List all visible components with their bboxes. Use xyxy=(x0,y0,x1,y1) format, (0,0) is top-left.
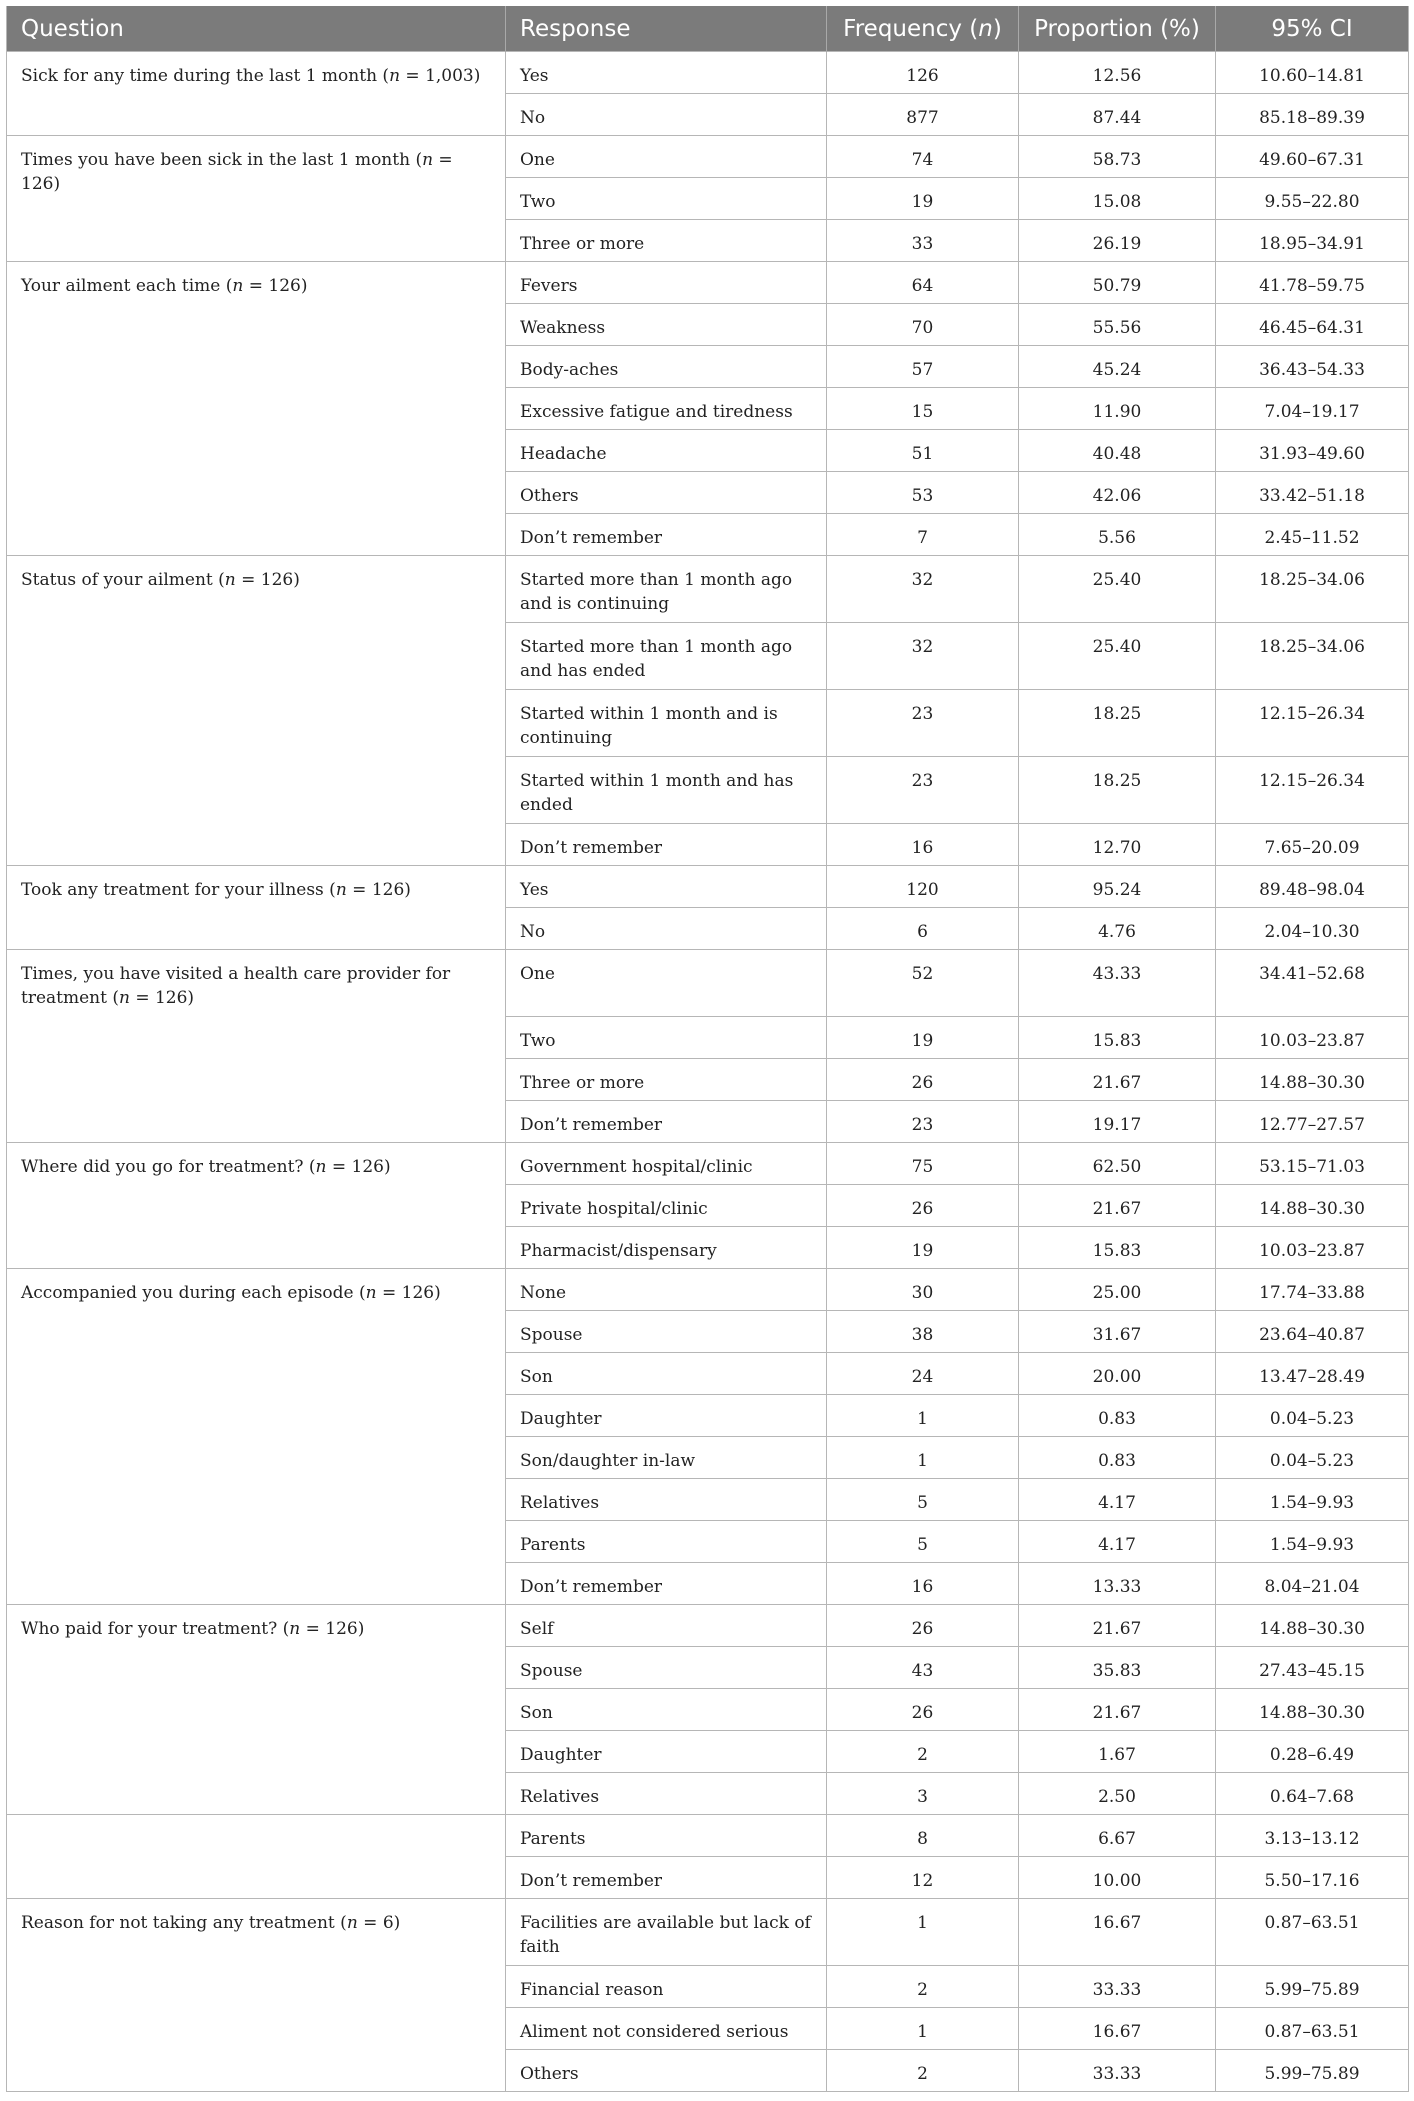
frequency-cell: 24 xyxy=(827,1353,1019,1395)
ci-cell: 53.15–71.03 xyxy=(1216,1143,1409,1185)
ci-cell: 5.99–75.89 xyxy=(1216,2050,1409,2092)
frequency-cell: 74 xyxy=(827,136,1019,178)
proportion-cell: 21.67 xyxy=(1019,1605,1216,1647)
response-cell: Started more than 1 month ago and is continuing xyxy=(506,556,827,623)
proportion-cell: 62.50 xyxy=(1019,1143,1216,1185)
response-cell: Headache xyxy=(506,430,827,472)
response-cell: Financial reason xyxy=(506,1966,827,2008)
proportion-cell: 18.25 xyxy=(1019,757,1216,824)
frequency-cell: 15 xyxy=(827,388,1019,430)
frequency-cell: 51 xyxy=(827,430,1019,472)
frequency-cell: 70 xyxy=(827,304,1019,346)
proportion-cell: 12.56 xyxy=(1019,52,1216,94)
ci-cell: 10.60–14.81 xyxy=(1216,52,1409,94)
response-cell: Body-aches xyxy=(506,346,827,388)
proportion-cell: 10.00 xyxy=(1019,1857,1216,1899)
ci-cell: 0.04–5.23 xyxy=(1216,1395,1409,1437)
response-cell: No xyxy=(506,908,827,950)
header-row xyxy=(7,6,1409,52)
question-cell: Status of your ailment (n = 126) xyxy=(7,556,506,866)
question-cell: Took any treatment for your illness (n = 126) xyxy=(7,866,506,950)
question-cell: Where did you go for treatment? (n = 126) xyxy=(7,1143,506,1269)
response-cell: Weakness xyxy=(506,304,827,346)
proportion-cell: 16.67 xyxy=(1019,2008,1216,2050)
ci-cell: 10.03–23.87 xyxy=(1216,1017,1409,1059)
header-question: Question xyxy=(7,6,506,52)
ci-cell: 14.88–30.30 xyxy=(1216,1605,1409,1647)
ci-cell: 18.95–34.91 xyxy=(1216,220,1409,262)
proportion-cell: 5.56 xyxy=(1019,514,1216,556)
proportion-cell: 31.67 xyxy=(1019,1311,1216,1353)
question-cell: Times, you have visited a health care provider for treatment (n = 126) xyxy=(7,950,506,1143)
table-row xyxy=(7,1605,1409,1647)
frequency-cell: 2 xyxy=(827,2050,1019,2092)
table-row xyxy=(7,1815,1409,1857)
proportion-cell: 15.08 xyxy=(1019,178,1216,220)
ci-cell: 5.99–75.89 xyxy=(1216,1966,1409,2008)
ci-cell: 2.45–11.52 xyxy=(1216,514,1409,556)
proportion-cell: 0.83 xyxy=(1019,1395,1216,1437)
response-cell: Facilities are available but lack of faith xyxy=(506,1899,827,1966)
proportion-cell: 2.50 xyxy=(1019,1773,1216,1815)
frequency-cell: 32 xyxy=(827,556,1019,623)
frequency-cell: 5 xyxy=(827,1479,1019,1521)
ci-cell: 7.04–19.17 xyxy=(1216,388,1409,430)
proportion-cell: 33.33 xyxy=(1019,2050,1216,2092)
frequency-cell: 2 xyxy=(827,1966,1019,2008)
response-cell: Relatives xyxy=(506,1773,827,1815)
header-response: Response xyxy=(506,6,827,52)
ci-cell: 5.50–17.16 xyxy=(1216,1857,1409,1899)
frequency-cell: 16 xyxy=(827,1563,1019,1605)
frequency-cell: 19 xyxy=(827,1017,1019,1059)
response-cell: Excessive fatigue and tiredness xyxy=(506,388,827,430)
proportion-cell: 26.19 xyxy=(1019,220,1216,262)
proportion-cell: 19.17 xyxy=(1019,1101,1216,1143)
proportion-cell: 55.56 xyxy=(1019,304,1216,346)
response-cell: Daughter xyxy=(506,1395,827,1437)
response-cell: Son/daughter in-law xyxy=(506,1437,827,1479)
ci-cell: 0.87–63.51 xyxy=(1216,1899,1409,1966)
response-cell: Two xyxy=(506,178,827,220)
table-header xyxy=(7,6,1409,52)
response-cell: Started within 1 month and has ended xyxy=(506,757,827,824)
proportion-cell: 18.25 xyxy=(1019,690,1216,757)
question-cell: Times you have been sick in the last 1 month (n = 126) xyxy=(7,136,506,262)
proportion-cell: 11.90 xyxy=(1019,388,1216,430)
proportion-cell: 1.67 xyxy=(1019,1731,1216,1773)
frequency-cell: 26 xyxy=(827,1689,1019,1731)
response-cell: Private hospital/clinic xyxy=(506,1185,827,1227)
ci-cell: 0.64–7.68 xyxy=(1216,1773,1409,1815)
response-cell: Three or more xyxy=(506,220,827,262)
frequency-cell: 8 xyxy=(827,1815,1019,1857)
response-cell: Pharmacist/dispensary xyxy=(506,1227,827,1269)
frequency-cell: 126 xyxy=(827,52,1019,94)
frequency-cell: 1 xyxy=(827,1395,1019,1437)
proportion-cell: 20.00 xyxy=(1019,1353,1216,1395)
response-cell: One xyxy=(506,950,827,1017)
ci-cell: 49.60–67.31 xyxy=(1216,136,1409,178)
frequency-cell: 53 xyxy=(827,472,1019,514)
ci-cell: 14.88–30.30 xyxy=(1216,1059,1409,1101)
proportion-cell: 4.76 xyxy=(1019,908,1216,950)
frequency-cell: 23 xyxy=(827,690,1019,757)
proportion-cell: 21.67 xyxy=(1019,1059,1216,1101)
response-cell: Others xyxy=(506,472,827,514)
frequency-cell: 877 xyxy=(827,94,1019,136)
proportion-cell: 15.83 xyxy=(1019,1227,1216,1269)
proportion-cell: 0.83 xyxy=(1019,1437,1216,1479)
response-cell: Parents xyxy=(506,1521,827,1563)
ci-cell: 10.03–23.87 xyxy=(1216,1227,1409,1269)
ci-cell: 12.77–27.57 xyxy=(1216,1101,1409,1143)
proportion-cell: 13.33 xyxy=(1019,1563,1216,1605)
frequency-cell: 12 xyxy=(827,1857,1019,1899)
table-row xyxy=(7,556,1409,623)
proportion-cell: 33.33 xyxy=(1019,1966,1216,2008)
frequency-cell: 30 xyxy=(827,1269,1019,1311)
response-cell: None xyxy=(506,1269,827,1311)
proportion-cell: 21.67 xyxy=(1019,1185,1216,1227)
table-row xyxy=(7,1143,1409,1185)
response-cell: Don’t remember xyxy=(506,1563,827,1605)
ci-cell: 7.65–20.09 xyxy=(1216,824,1409,866)
question-cell xyxy=(7,1815,506,1899)
results-table xyxy=(6,6,1409,2092)
response-cell: Don’t remember xyxy=(506,1857,827,1899)
frequency-cell: 32 xyxy=(827,623,1019,690)
proportion-cell: 25.40 xyxy=(1019,623,1216,690)
ci-cell: 27.43–45.15 xyxy=(1216,1647,1409,1689)
frequency-cell: 26 xyxy=(827,1185,1019,1227)
response-cell: Fevers xyxy=(506,262,827,304)
ci-cell: 1.54–9.93 xyxy=(1216,1521,1409,1563)
ci-cell: 18.25–34.06 xyxy=(1216,623,1409,690)
response-cell: Started within 1 month and is continuing xyxy=(506,690,827,757)
frequency-cell: 75 xyxy=(827,1143,1019,1185)
ci-cell: 14.88–30.30 xyxy=(1216,1185,1409,1227)
response-cell: Spouse xyxy=(506,1311,827,1353)
ci-cell: 0.87–63.51 xyxy=(1216,2008,1409,2050)
frequency-cell: 19 xyxy=(827,1227,1019,1269)
ci-cell: 33.42–51.18 xyxy=(1216,472,1409,514)
ci-cell: 13.47–28.49 xyxy=(1216,1353,1409,1395)
response-cell: Son xyxy=(506,1689,827,1731)
response-cell: Government hospital/clinic xyxy=(506,1143,827,1185)
ci-cell: 9.55–22.80 xyxy=(1216,178,1409,220)
header-ci: 95% CI xyxy=(1216,6,1409,52)
proportion-cell: 12.70 xyxy=(1019,824,1216,866)
response-cell: Don’t remember xyxy=(506,1101,827,1143)
frequency-cell: 26 xyxy=(827,1059,1019,1101)
frequency-cell: 2 xyxy=(827,1731,1019,1773)
frequency-cell: 1 xyxy=(827,1437,1019,1479)
ci-cell: 3.13–13.12 xyxy=(1216,1815,1409,1857)
proportion-cell: 15.83 xyxy=(1019,1017,1216,1059)
frequency-cell: 16 xyxy=(827,824,1019,866)
header-proportion: Proportion (%) xyxy=(1019,6,1216,52)
ci-cell: 41.78–59.75 xyxy=(1216,262,1409,304)
frequency-cell: 120 xyxy=(827,866,1019,908)
proportion-cell: 42.06 xyxy=(1019,472,1216,514)
frequency-cell: 3 xyxy=(827,1773,1019,1815)
response-cell: One xyxy=(506,136,827,178)
response-cell: Yes xyxy=(506,52,827,94)
frequency-cell: 19 xyxy=(827,178,1019,220)
frequency-cell: 43 xyxy=(827,1647,1019,1689)
response-cell: Parents xyxy=(506,1815,827,1857)
response-cell: Daughter xyxy=(506,1731,827,1773)
proportion-cell: 4.17 xyxy=(1019,1479,1216,1521)
ci-cell: 46.45–64.31 xyxy=(1216,304,1409,346)
proportion-cell: 43.33 xyxy=(1019,950,1216,1017)
response-cell: Yes xyxy=(506,866,827,908)
frequency-cell: 1 xyxy=(827,1899,1019,1966)
question-cell: Accompanied you during each episode (n = 126) xyxy=(7,1269,506,1605)
response-cell: Others xyxy=(506,2050,827,2092)
ci-cell: 12.15–26.34 xyxy=(1216,690,1409,757)
ci-cell: 18.25–34.06 xyxy=(1216,556,1409,623)
proportion-cell: 87.44 xyxy=(1019,94,1216,136)
ci-cell: 8.04–21.04 xyxy=(1216,1563,1409,1605)
frequency-cell: 38 xyxy=(827,1311,1019,1353)
proportion-cell: 21.67 xyxy=(1019,1689,1216,1731)
proportion-cell: 4.17 xyxy=(1019,1521,1216,1563)
ci-cell: 1.54–9.93 xyxy=(1216,1479,1409,1521)
response-cell: Three or more xyxy=(506,1059,827,1101)
frequency-cell: 33 xyxy=(827,220,1019,262)
response-cell: Two xyxy=(506,1017,827,1059)
proportion-cell: 6.67 xyxy=(1019,1815,1216,1857)
response-cell: Spouse xyxy=(506,1647,827,1689)
results-table-container xyxy=(6,6,1408,2092)
question-cell: Your ailment each time (n = 126) xyxy=(7,262,506,556)
ci-cell: 14.88–30.30 xyxy=(1216,1689,1409,1731)
response-cell: Started more than 1 month ago and has ended xyxy=(506,623,827,690)
proportion-cell: 35.83 xyxy=(1019,1647,1216,1689)
question-cell: Sick for any time during the last 1 month (n = 1,003) xyxy=(7,52,506,136)
response-cell: Don’t remember xyxy=(506,514,827,556)
response-cell: Don’t remember xyxy=(506,824,827,866)
ci-cell: 85.18–89.39 xyxy=(1216,94,1409,136)
ci-cell: 36.43–54.33 xyxy=(1216,346,1409,388)
ci-cell: 12.15–26.34 xyxy=(1216,757,1409,824)
frequency-cell: 6 xyxy=(827,908,1019,950)
table-row xyxy=(7,866,1409,908)
proportion-cell: 25.00 xyxy=(1019,1269,1216,1311)
proportion-cell: 50.79 xyxy=(1019,262,1216,304)
table-row xyxy=(7,1269,1409,1311)
frequency-cell: 57 xyxy=(827,346,1019,388)
response-cell: Relatives xyxy=(506,1479,827,1521)
response-cell: Aliment not considered serious xyxy=(506,2008,827,2050)
ci-cell: 89.48–98.04 xyxy=(1216,866,1409,908)
response-cell: Self xyxy=(506,1605,827,1647)
table-row xyxy=(7,262,1409,304)
question-cell: Reason for not taking any treatment (n = 6) xyxy=(7,1899,506,2092)
frequency-cell: 7 xyxy=(827,514,1019,556)
ci-cell: 2.04–10.30 xyxy=(1216,908,1409,950)
frequency-cell: 23 xyxy=(827,757,1019,824)
proportion-cell: 45.24 xyxy=(1019,346,1216,388)
proportion-cell: 95.24 xyxy=(1019,866,1216,908)
proportion-cell: 16.67 xyxy=(1019,1899,1216,1966)
ci-cell: 0.28–6.49 xyxy=(1216,1731,1409,1773)
ci-cell: 31.93–49.60 xyxy=(1216,430,1409,472)
ci-cell: 34.41–52.68 xyxy=(1216,950,1409,1017)
ci-cell: 23.64–40.87 xyxy=(1216,1311,1409,1353)
response-cell: No xyxy=(506,94,827,136)
ci-cell: 17.74–33.88 xyxy=(1216,1269,1409,1311)
ci-cell: 0.04–5.23 xyxy=(1216,1437,1409,1479)
header-frequency: Frequency (n) xyxy=(827,6,1019,52)
table-row xyxy=(7,1899,1409,1966)
frequency-cell: 26 xyxy=(827,1605,1019,1647)
frequency-cell: 1 xyxy=(827,2008,1019,2050)
frequency-cell: 5 xyxy=(827,1521,1019,1563)
table-row xyxy=(7,950,1409,1017)
response-cell: Son xyxy=(506,1353,827,1395)
proportion-cell: 25.40 xyxy=(1019,556,1216,623)
table-body xyxy=(7,52,1409,2092)
frequency-cell: 52 xyxy=(827,950,1019,1017)
question-cell: Who paid for your treatment? (n = 126) xyxy=(7,1605,506,1815)
table-row xyxy=(7,52,1409,94)
frequency-cell: 23 xyxy=(827,1101,1019,1143)
proportion-cell: 58.73 xyxy=(1019,136,1216,178)
frequency-cell: 64 xyxy=(827,262,1019,304)
proportion-cell: 40.48 xyxy=(1019,430,1216,472)
table-row xyxy=(7,136,1409,178)
